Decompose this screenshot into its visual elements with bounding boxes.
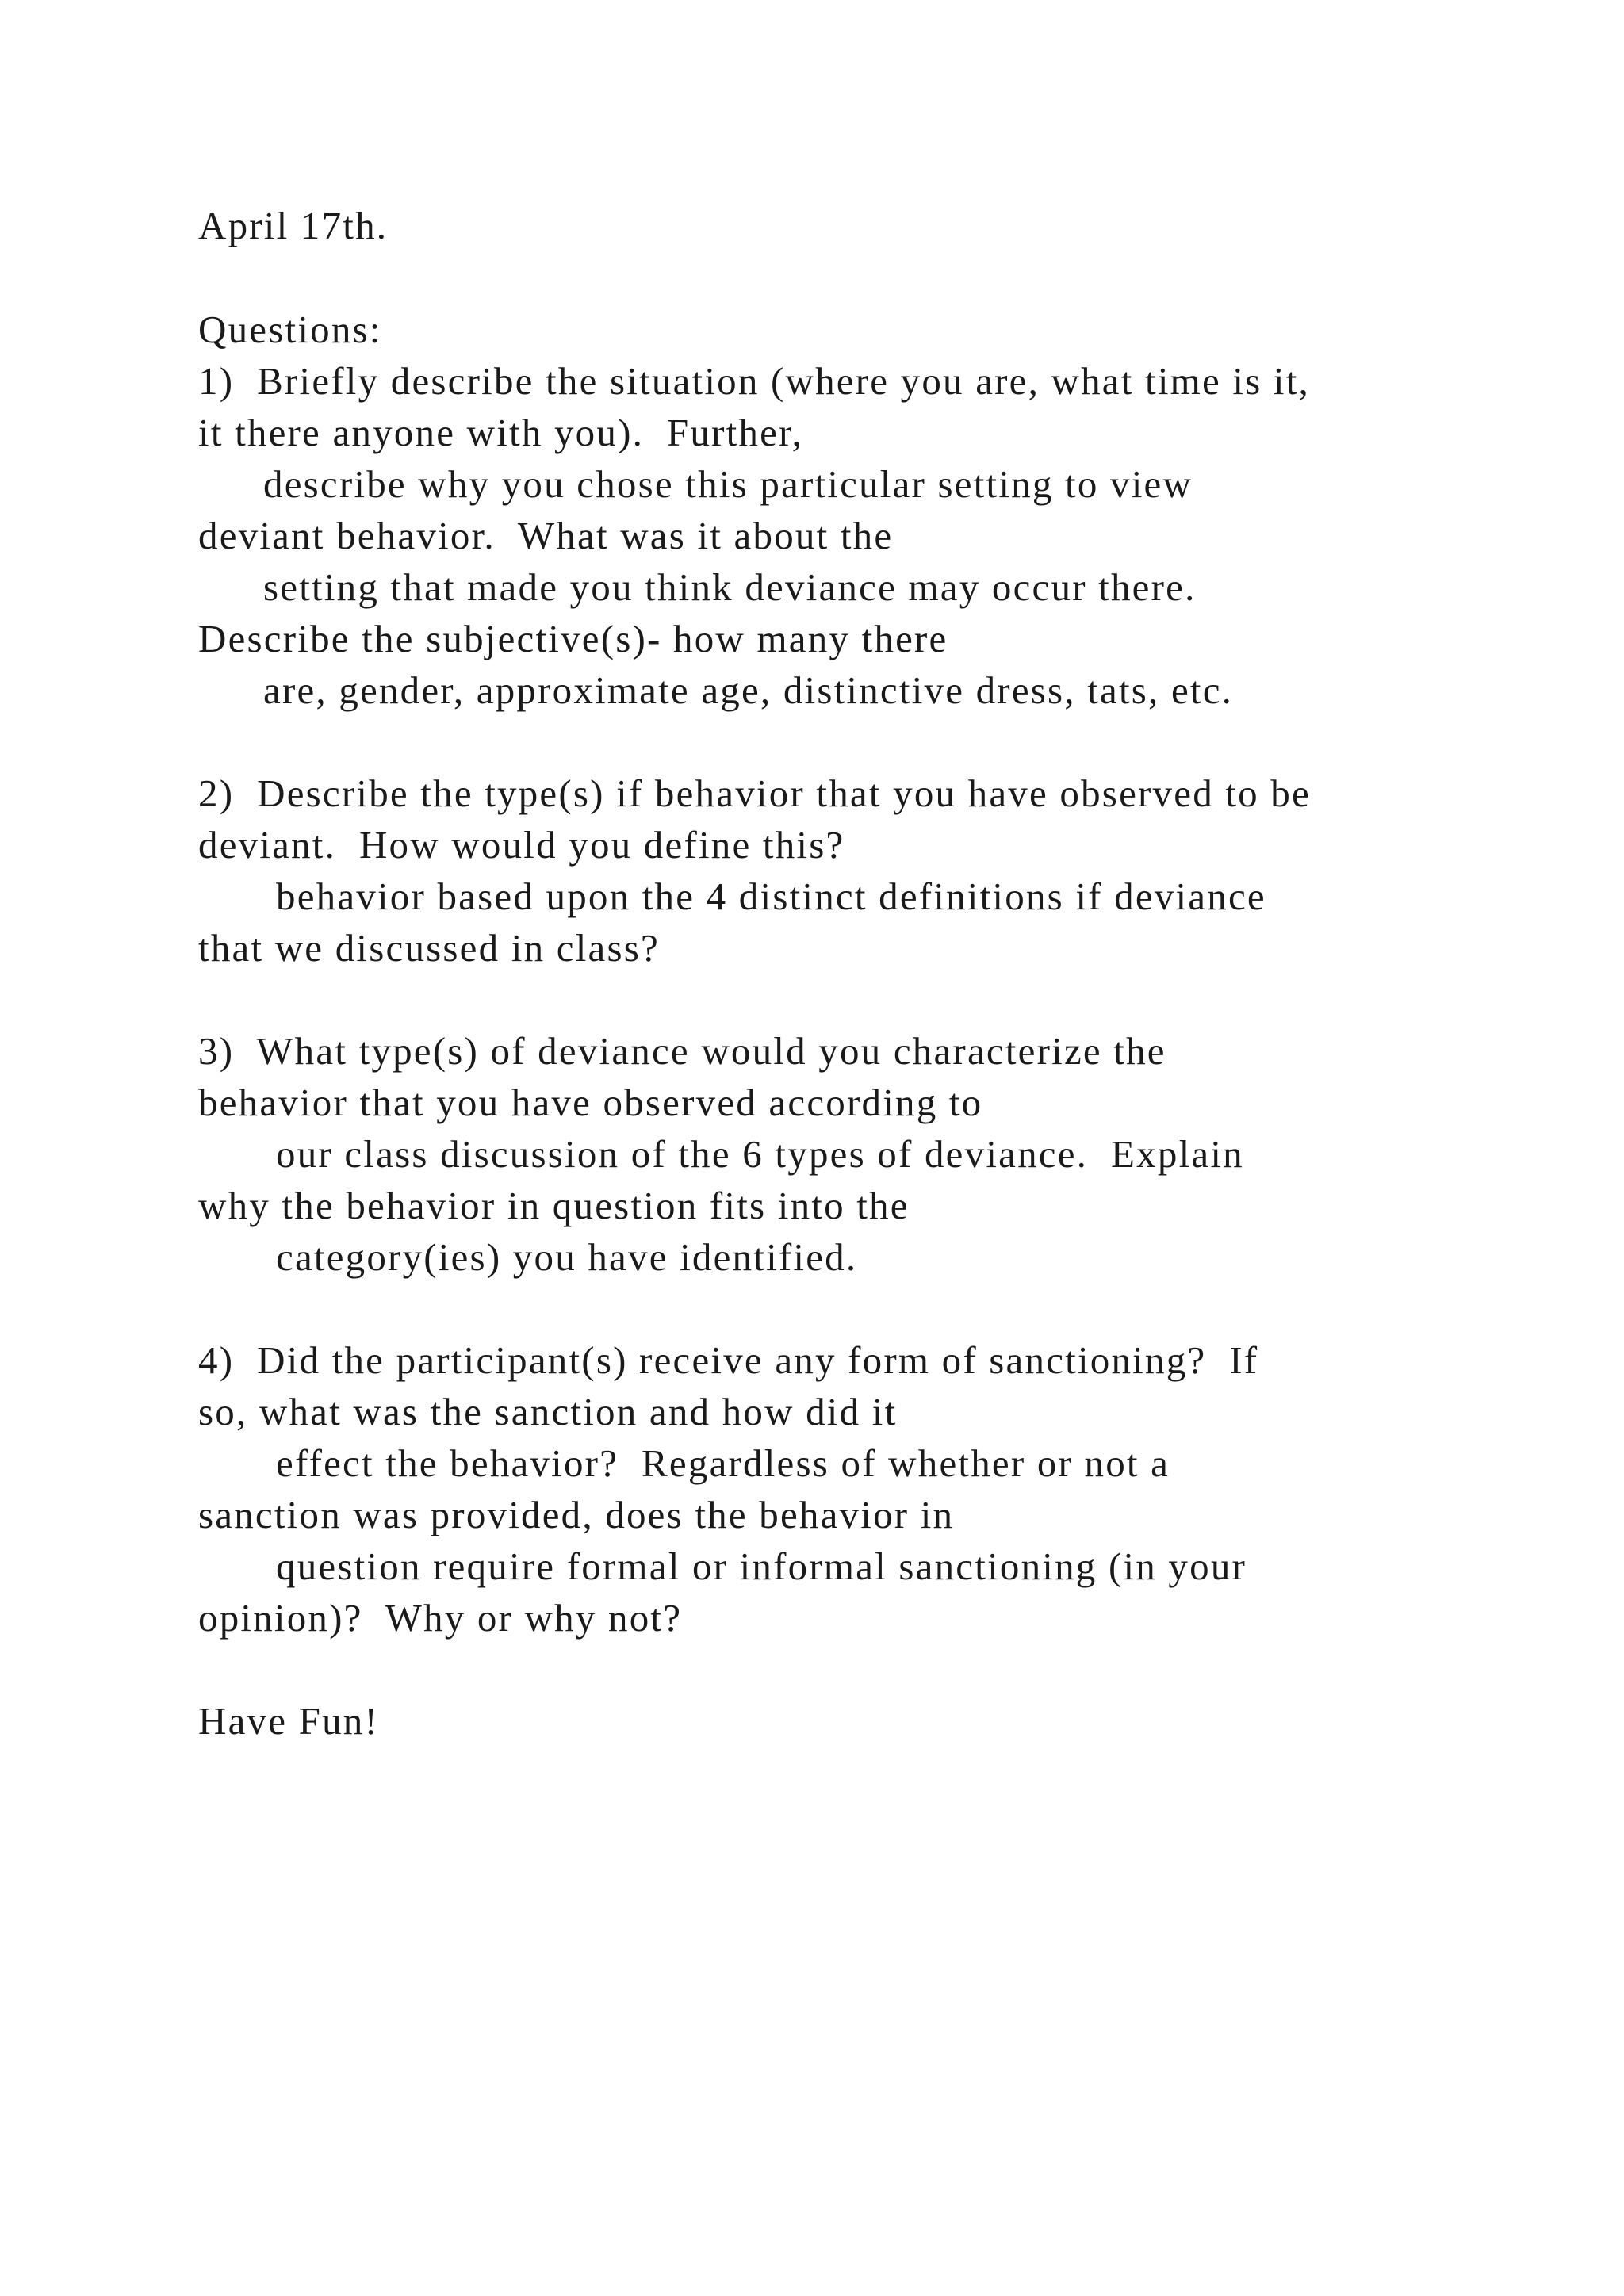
question-2-line: 2) Describe the type(s) if behavior that you have observed to be: [198, 771, 1311, 815]
question-3-line: why the behavior in question fits into the: [198, 1184, 910, 1227]
date-line: April 17th.: [198, 204, 389, 247]
question-1-line: describe why you chose this particular setting to view: [263, 462, 1193, 506]
question-4-line: question require formal or informal sanctioning (in your: [276, 1544, 1247, 1588]
question-4-line: effect the behavior? Regardless of whether or not a: [276, 1441, 1170, 1485]
question-3-line: our class discussion of the 6 types of deviance. Explain: [276, 1132, 1244, 1176]
question-4-line: so, what was the sanction and how did it: [198, 1390, 898, 1433]
question-2-line: deviant. How would you define this?: [198, 823, 845, 867]
questions-heading: Questions:: [198, 308, 382, 351]
question-1-line: Describe the subjective(s)- how many there: [198, 617, 948, 660]
question-1-line: 1) Briefly describe the situation (where you are, what time is it,: [198, 359, 1310, 403]
closing-line: Have Fun!: [198, 1699, 380, 1743]
question-1-line: are, gender, approximate age, distinctive dress, tats, etc.: [263, 668, 1234, 712]
question-1-line: it there anyone with you). Further,: [198, 411, 804, 454]
question-2-line: that we discussed in class?: [198, 926, 660, 970]
question-3-line: behavior that you have observed according to: [198, 1081, 983, 1124]
question-4-line: sanction was provided, does the behavior in: [198, 1493, 955, 1536]
question-4-line: opinion)? Why or why not?: [198, 1596, 683, 1640]
question-4-line: 4) Did the participant(s) receive any form of sanctioning? If: [198, 1338, 1259, 1382]
question-3-line: 3) What type(s) of deviance would you characterize the: [198, 1029, 1166, 1073]
question-3-line: category(ies) you have identified.: [276, 1235, 858, 1279]
question-1-line: setting that made you think deviance may occur there.: [263, 565, 1197, 609]
question-1-line: deviant behavior. What was it about the: [198, 514, 894, 557]
question-2-line: behavior based upon the 4 distinct definitions if deviance: [276, 874, 1266, 918]
